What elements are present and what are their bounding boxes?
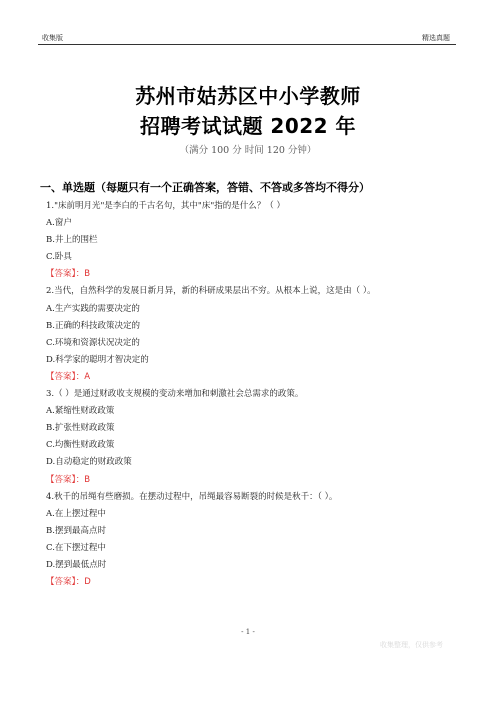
question-stem: 3.（ ）是通过财政收支规模的变动来增加和刺激社会总需求的政策。: [46, 389, 304, 400]
option: C.在下摆过程中: [46, 542, 106, 553]
question-stem: 4.秋千的吊绳有些磨损。在摆动过程中，吊绳最容易断裂的时候是秋千：（ ）。: [46, 491, 338, 502]
watermark: 收集整理，仅供参考: [380, 641, 443, 649]
option: D.科学家的聪明才智决定的: [46, 354, 149, 365]
header-right-label: 精选真题: [422, 34, 450, 42]
page-header: [38, 30, 456, 45]
question-4: [46, 489, 466, 592]
answer-label: 【答案】：B: [46, 474, 91, 485]
question-stem: 2.当代，自然科学的发展日新月异，新的科研成果层出不穷。从根本上说，这是由（ ）。: [46, 286, 376, 297]
question-2: [46, 283, 466, 386]
option: A.窗户: [46, 218, 72, 229]
answer-label: 【答案】：B: [46, 269, 91, 280]
option: D.摆到最低点时: [46, 559, 107, 570]
option: B.扩张性财政政策: [46, 423, 115, 434]
option: A.生产实践的需要决定的: [46, 303, 140, 314]
question-list: [46, 198, 466, 591]
answer-label: 【答案】：D: [46, 577, 91, 588]
option: B.摆到最高点时: [46, 525, 106, 536]
option: D.自动稳定的财政政策: [46, 457, 132, 468]
question-stem: 1."床前明月光"是李白的千古名句，其中"床"指的是什么？（ ）: [46, 201, 285, 211]
document-title-line-1: 苏州市姑苏区中小学教师: [135, 84, 361, 108]
option: A.在上摆过程中: [46, 508, 106, 519]
answer-label: 【答案】：A: [46, 371, 91, 382]
option: B.正确的科技政策决定的: [46, 320, 140, 331]
option: A.紧缩性财政政策: [46, 406, 115, 417]
exam-info: （满分 100 分 时间 120 分钟）: [179, 145, 317, 156]
option: C.均衡性财政政策: [46, 440, 115, 451]
document-title-line-2: 招聘考试试题 2022 年: [139, 114, 357, 138]
section-title: 一、单选题（每题只有一个正确答案，答错、不答或多答均不得分）: [40, 181, 370, 194]
option: C.卧具: [46, 252, 72, 263]
question-1: [46, 198, 466, 283]
option: B.井上的围栏: [46, 235, 98, 246]
page-number: - 1 -: [241, 628, 255, 636]
question-3: [46, 386, 466, 489]
option: C.环境和资源状况决定的: [46, 337, 140, 348]
header-left-label: 收集版: [42, 34, 63, 42]
